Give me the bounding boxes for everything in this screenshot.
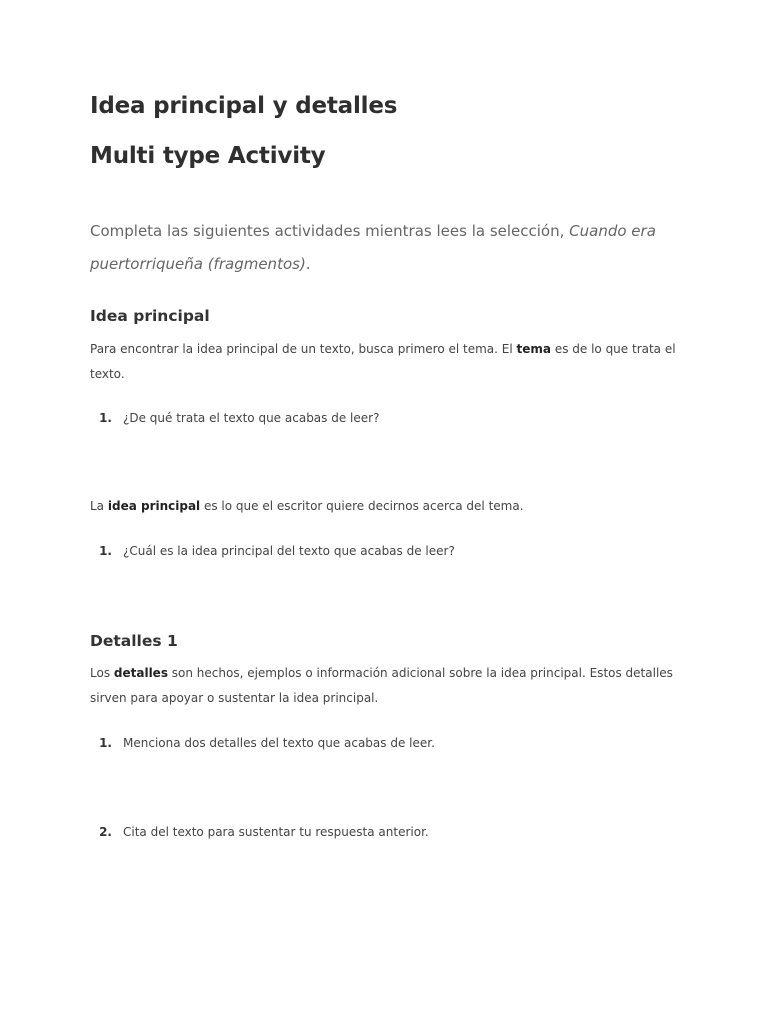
page-subtitle: Multi type Activity <box>90 143 326 169</box>
text-span: es de lo que trata el texto. <box>90 342 676 381</box>
question-item <box>66 822 656 842</box>
text-span: La <box>90 499 108 513</box>
question-number: 1. <box>99 736 112 750</box>
bold-term-detalles: detalles <box>113 666 168 680</box>
intro-end: . <box>305 255 311 273</box>
question-item <box>66 541 656 561</box>
intro-text: Completa las siguientes actividades mientras lees la selección, <box>90 222 570 240</box>
question-text: ¿De qué trata el texto que acabas de leer? <box>123 411 380 425</box>
intro-paragraph <box>90 215 680 281</box>
bold-term-idea-principal: idea principal <box>107 499 201 513</box>
detalles-paragraph <box>90 661 680 711</box>
text-span: Los <box>90 666 114 680</box>
section-heading-idea-principal: Idea principal <box>90 307 210 325</box>
idea-paragraph-tema <box>90 337 680 387</box>
page-title: Idea principal y detalles <box>90 93 398 119</box>
idea-paragraph-idea-principal <box>90 494 680 519</box>
question-item <box>66 408 656 428</box>
question-number: 1. <box>99 411 112 425</box>
question-item <box>66 733 656 753</box>
question-text: ¿Cuál es la idea principal del texto que acabas de leer? <box>123 544 455 558</box>
question-text: Menciona dos detalles del texto que acabas de leer. <box>123 736 435 750</box>
text-span: son hechos, ejemplos o información adicional sobre la idea principal. Estos detalles sirven para apoyar o sustentar la idea principal. <box>90 666 673 705</box>
text-span: Para encontrar la idea principal de un texto, busca primero el tema. El <box>90 342 517 356</box>
question-number: 2. <box>99 825 112 839</box>
question-number: 1. <box>99 544 112 558</box>
section-heading-detalles: Detalles 1 <box>90 632 178 650</box>
intro-work-title: Cuando era puertorriqueña (fragmentos) <box>90 222 656 273</box>
bold-term-tema: tema <box>516 342 551 356</box>
text-span: es lo que el escritor quiere decirnos acerca del tema. <box>200 499 524 513</box>
question-text: Cita del texto para sustentar tu respuesta anterior. <box>123 825 429 839</box>
